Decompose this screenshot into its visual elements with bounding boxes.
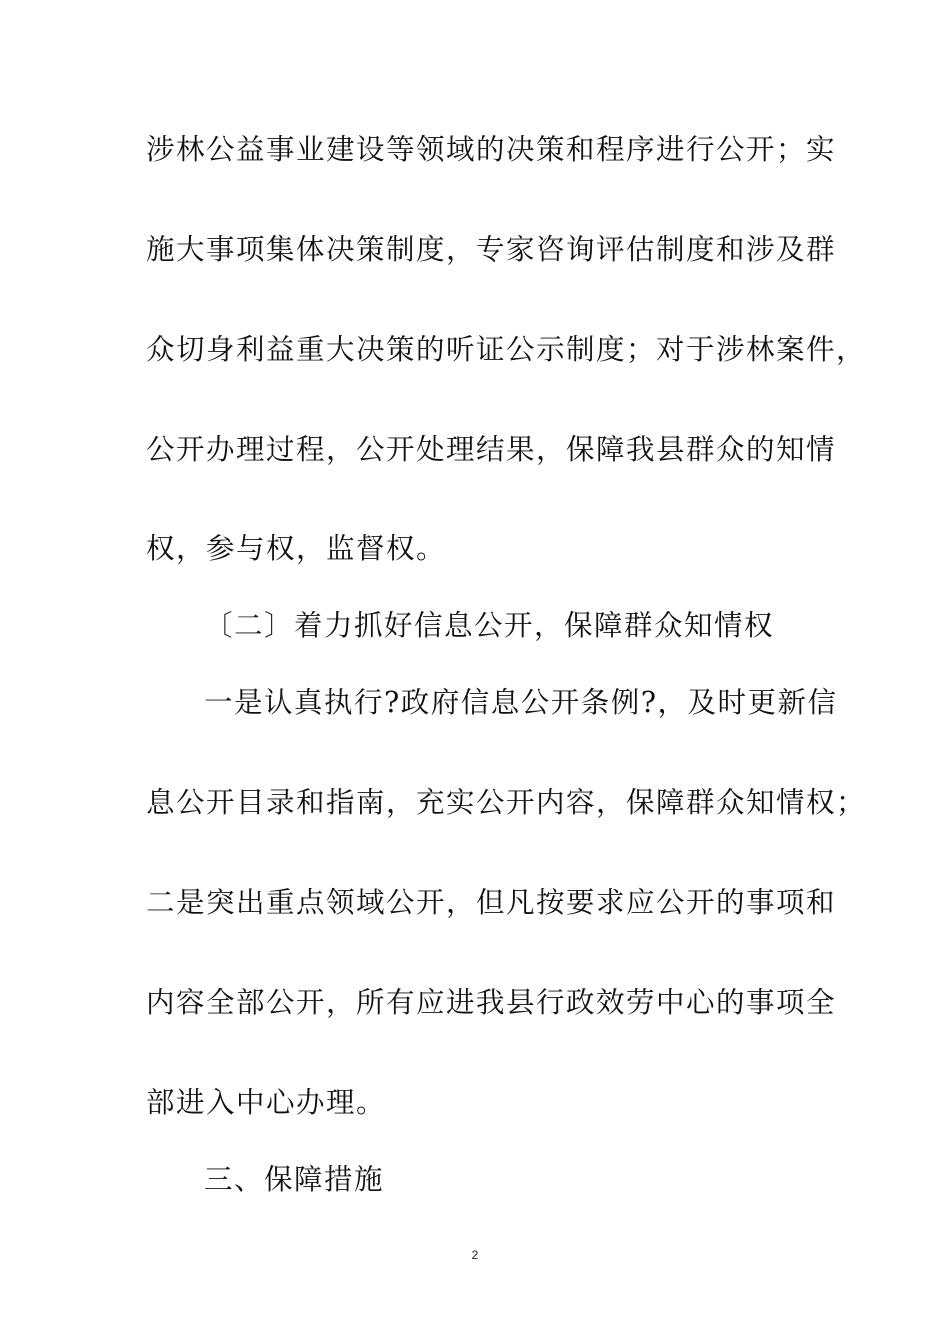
body-text-line: 众切身利益重大决策的听证公示制度；对于涉林案件， (146, 333, 867, 366)
section-heading: 〔二〕着力抓好信息公开，保障群众知情权 (204, 609, 775, 642)
body-text-line: 内容全部公开，所有应进我县行政效劳中心的事项全 (146, 986, 837, 1019)
body-text-line: 一是认真执行?政府信息公开条例?，及时更新信 (204, 686, 838, 719)
page-number: 2 (471, 1248, 479, 1262)
body-text-line: 施大事项集体决策制度，专家咨询评估制度和涉及群 (146, 233, 837, 266)
body-text-line: 公开办理过程，公开处理结果，保障我县群众的知情 (146, 433, 837, 466)
body-text-line: 二是突出重点领域公开，但凡按要求应公开的事项和 (146, 886, 837, 919)
body-text-line: 息公开目录和指南，充实公开内容，保障群众知情权； (146, 786, 867, 819)
body-text-line: 涉林公益事业建设等领域的决策和程序进行公开；实 (146, 133, 837, 166)
section-heading: 三、保障措施 (204, 1163, 385, 1196)
body-text-line: 部进入中心办理。 (146, 1086, 387, 1119)
body-text-line: 权，参与权，监督权。 (146, 532, 447, 565)
